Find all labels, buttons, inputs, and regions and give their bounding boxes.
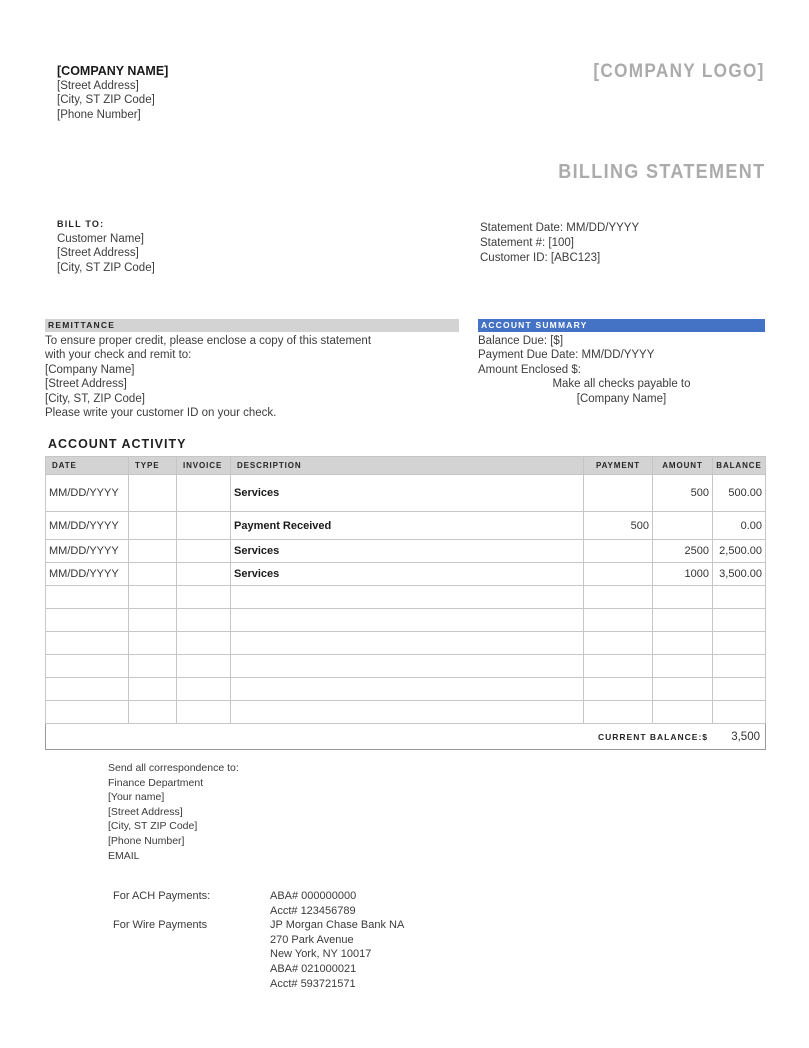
- cell-balance: 0.00: [713, 512, 766, 540]
- company-phone: [Phone Number]: [57, 108, 141, 121]
- table-row: [46, 475, 766, 512]
- cell-date: MM/DD/YYYY: [46, 540, 129, 563]
- checks-payable-company: [Company Name]: [576, 392, 667, 405]
- document-title: BILLING STATEMENT: [557, 160, 765, 183]
- cell-type: [129, 475, 177, 512]
- bill-to-street: [Street Address]: [57, 247, 139, 260]
- correspondence-block: [108, 761, 239, 863]
- cell-payment: [584, 475, 653, 512]
- company-city: [City, ST ZIP Code]: [57, 94, 155, 107]
- payment-value: Acct# 593721571: [270, 977, 356, 990]
- cell-amount: 1000: [653, 563, 713, 586]
- document-title-wrap: [530, 160, 765, 184]
- table-row-empty: [46, 586, 766, 609]
- col-payment: PAYMENT: [584, 457, 653, 475]
- col-date: DATE: [46, 457, 129, 475]
- cell-balance: 3,500.00: [713, 563, 766, 586]
- cell-invoice: [177, 563, 231, 586]
- payment-value: New York, NY 10017: [270, 948, 372, 961]
- customer-id: Customer ID: [ABC123]: [480, 251, 601, 264]
- amount-enclosed: Amount Enclosed $:: [478, 363, 581, 376]
- current-balance-label: CURRENT BALANCE:$: [597, 731, 708, 742]
- current-balance-value: 3,500: [731, 730, 760, 743]
- col-description: DESCRIPTION: [231, 457, 584, 475]
- table-row-empty: [46, 655, 766, 678]
- cell-invoice: [177, 475, 231, 512]
- cell-date: MM/DD/YYYY: [46, 512, 129, 540]
- company-street: [Street Address]: [57, 80, 139, 92]
- payment-value: ABA# 000000000: [270, 890, 357, 902]
- cell-description: Services: [231, 475, 584, 512]
- table-row: [46, 512, 766, 540]
- checks-payable-note: Make all checks payable to: [552, 378, 691, 391]
- account-activity-table: [45, 456, 766, 750]
- cell-invoice: [177, 540, 231, 563]
- cell-amount: 2500: [653, 540, 713, 563]
- payment-label: For Wire Payments: [113, 919, 208, 932]
- company-name: [COMPANY NAME]: [57, 64, 169, 78]
- payment-label: [113, 977, 270, 992]
- remittance-line: [Street Address]: [45, 378, 127, 391]
- payment-label: [113, 947, 270, 962]
- cell-description: Services: [231, 540, 584, 563]
- cell-payment: [584, 563, 653, 586]
- bill-to-city: [City, ST ZIP Code]: [57, 261, 155, 274]
- correspondence-line: [Your name]: [108, 791, 165, 804]
- remittance-line: [City, ST, ZIP Code]: [45, 392, 145, 405]
- company-block: [57, 64, 168, 122]
- correspondence-line: [Street Address]: [108, 805, 183, 818]
- company-logo-text: [COMPANY LOGO]: [593, 60, 765, 82]
- remittance-section: [45, 319, 459, 420]
- cell-type: [129, 563, 177, 586]
- correspondence-line: Send all correspondence to:: [108, 762, 239, 774]
- col-invoice: INVOICE: [177, 457, 231, 475]
- cell-amount: [653, 512, 713, 540]
- col-type: TYPE: [129, 457, 177, 475]
- remittance-header: REMITTANCE: [45, 319, 459, 332]
- company-logo: [570, 60, 765, 83]
- payment-value: JP Morgan Chase Bank NA: [270, 919, 405, 932]
- table-row-empty: [46, 609, 766, 632]
- correspondence-line: Finance Department: [108, 776, 204, 789]
- bill-to-name: Customer Name]: [57, 233, 144, 245]
- statement-date: Statement Date: MM/DD/YYYY: [480, 222, 640, 234]
- cell-amount: 500: [653, 475, 713, 512]
- table-row: [46, 540, 766, 563]
- cell-date: MM/DD/YYYY: [46, 475, 129, 512]
- account-summary-header: ACCOUNT SUMMARY: [478, 319, 765, 332]
- cell-date: MM/DD/YYYY: [46, 563, 129, 586]
- payment-label: [113, 933, 270, 948]
- col-balance: BALANCE: [713, 457, 766, 475]
- cell-balance: 2,500.00: [713, 540, 766, 563]
- account-activity-title: ACCOUNT ACTIVITY: [48, 437, 187, 451]
- statement-number: Statement #: [100]: [480, 236, 574, 249]
- payment-value: Acct# 123456789: [270, 904, 356, 917]
- payment-label: [113, 904, 270, 919]
- balance-due: Balance Due: [$]: [478, 335, 564, 347]
- payment-label: For ACH Payments:: [113, 890, 211, 902]
- remittance-line: Please write your customer ID on your check.: [45, 407, 277, 420]
- table-row: [46, 563, 766, 586]
- bill-to-block: [57, 219, 155, 275]
- correspondence-line: [City, ST ZIP Code]: [108, 820, 198, 833]
- cell-balance: 500.00: [713, 475, 766, 512]
- cell-payment: 500: [584, 512, 653, 540]
- payment-instructions-block: [113, 889, 404, 991]
- cell-payment: [584, 540, 653, 563]
- cell-invoice: [177, 512, 231, 540]
- cell-type: [129, 540, 177, 563]
- table-row-empty: [46, 632, 766, 655]
- cell-description: Payment Received: [231, 512, 584, 540]
- table-header-row: [46, 457, 766, 475]
- remittance-line: with your check and remit to:: [45, 349, 192, 362]
- current-balance-row: [46, 724, 766, 750]
- table-row-empty: [46, 678, 766, 701]
- remittance-line: To ensure proper credit, please enclose a copy of this statement: [45, 335, 372, 347]
- table-row-empty: [46, 701, 766, 724]
- correspondence-line: [Phone Number]: [108, 834, 185, 847]
- cell-type: [129, 512, 177, 540]
- correspondence-line: EMAIL: [108, 849, 140, 862]
- account-summary-section: [478, 319, 765, 406]
- statement-info-block: [480, 221, 639, 265]
- payment-value: 270 Park Avenue: [270, 933, 354, 946]
- payment-value: ABA# 021000021: [270, 962, 357, 975]
- payment-label: [113, 962, 270, 977]
- bill-to-label: BILL TO:: [57, 219, 105, 229]
- col-amount: AMOUNT: [653, 457, 713, 475]
- remittance-line: [Company Name]: [45, 363, 135, 376]
- cell-description: Services: [231, 563, 584, 586]
- payment-due-date: Payment Due Date: MM/DD/YYYY: [478, 349, 655, 362]
